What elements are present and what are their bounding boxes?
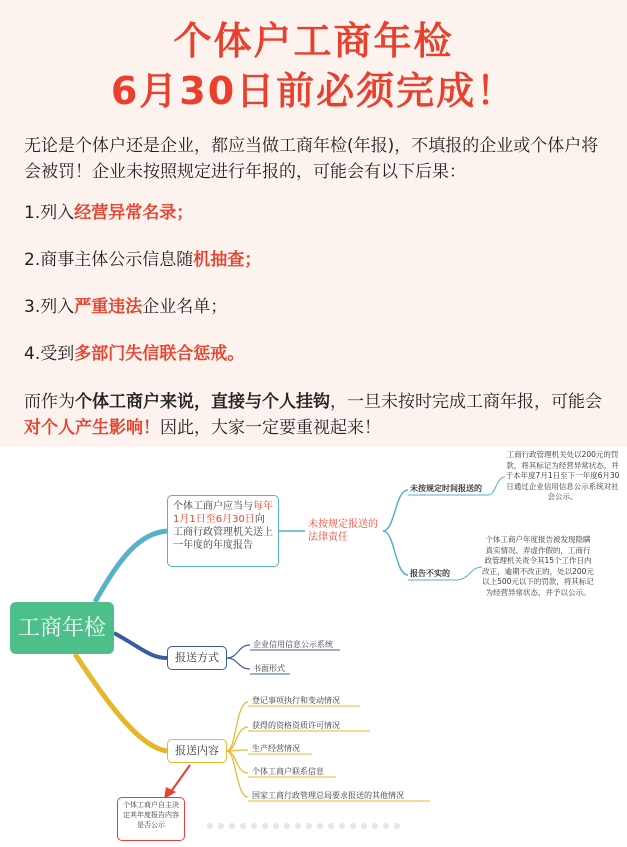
poster-title-line2: 6月30日前必须完成！ bbox=[110, 69, 517, 113]
consequence-prefix: 4.受到 bbox=[24, 344, 75, 364]
closing-text: 因此，大家一定要重视起来！ bbox=[160, 418, 381, 438]
content-item: 国家工商行政管理总局要求报送的其他情况 bbox=[252, 791, 404, 800]
consequence-item-3 bbox=[24, 294, 227, 320]
carousel-dot[interactable] bbox=[339, 823, 345, 829]
content-item: 获得的资格资质许可情况 bbox=[252, 721, 340, 730]
false-report-detail: 个体工商户年度报告被发现隐瞒真实情况、弄虚作假的，工商行政管理机关责令其15个工作日内改正，逾期不改正的，处以200元以上500元以下的罚款，将其标记为经营异常状态，并予以公示。 bbox=[482, 535, 594, 597]
method-item: 企业信用信息公示系统 bbox=[253, 640, 333, 649]
late-report-label: 未按规定时间报送的 bbox=[410, 484, 482, 493]
connector-late bbox=[383, 490, 408, 531]
carousel-dot[interactable] bbox=[273, 823, 279, 829]
consequence-highlight: 多部门失信联合惩戒。 bbox=[74, 344, 245, 364]
false-report-label: 报告不实的 bbox=[410, 569, 450, 578]
carousel-dot[interactable] bbox=[207, 823, 213, 829]
connector-false-detail bbox=[455, 567, 482, 580]
note-node: 个体工商户自主决定其年度报告内容是否公示 bbox=[117, 797, 185, 841]
connector-method-1 bbox=[227, 645, 250, 658]
carousel-indicator[interactable] bbox=[207, 821, 407, 831]
closing-text: ，一旦未按时完成工商年报，可能会 bbox=[330, 392, 602, 412]
content-item: 登记事项执行和变动情况 bbox=[252, 696, 340, 705]
carousel-dot[interactable] bbox=[372, 823, 378, 829]
requirement-text: 向工商行政管理机关送上一年度的年度报告 bbox=[173, 514, 273, 551]
connector-content-2 bbox=[227, 727, 248, 751]
carousel-dot[interactable] bbox=[229, 823, 235, 829]
carousel-dot[interactable] bbox=[284, 823, 290, 829]
mindmap-section bbox=[0, 447, 627, 847]
connector-late-detail bbox=[488, 477, 505, 495]
poster-title-line1: 个体户工商年检 bbox=[173, 19, 454, 63]
consequence-prefix: 2.商事主体公示信息随 bbox=[24, 250, 194, 270]
connector-content-5 bbox=[227, 751, 248, 797]
carousel-dot[interactable] bbox=[306, 823, 312, 829]
closing-text: 而作为 bbox=[24, 392, 75, 412]
carousel-dot[interactable] bbox=[383, 823, 389, 829]
consequence-item-2 bbox=[24, 247, 261, 273]
intro-paragraph: 无论是个体户还是企业，都应当做工商年检(年报)，不填报的企业或个体户将会被罚！企业未按照规定进行年报的，可能会有以下后果： bbox=[24, 136, 599, 182]
carousel-dot[interactable] bbox=[262, 823, 268, 829]
consequence-prefix: 1.列入 bbox=[24, 203, 75, 223]
consequence-highlight: 经营异常名录； bbox=[74, 203, 194, 223]
content-node: 报送内容 bbox=[167, 739, 227, 763]
content-item: 生产经营情况 bbox=[252, 744, 300, 753]
branch-curve-requirement bbox=[95, 531, 167, 602]
closing-paragraph bbox=[24, 389, 614, 441]
connector-false bbox=[383, 531, 408, 575]
requirement-text: 个体工商户应当与 bbox=[173, 501, 253, 512]
carousel-dot[interactable] bbox=[240, 823, 246, 829]
branch-curve-content bbox=[75, 654, 167, 751]
connector-content-1 bbox=[227, 702, 248, 751]
carousel-dot[interactable] bbox=[394, 823, 400, 829]
mindmap-root-node: 工商年检 bbox=[10, 602, 114, 654]
closing-bold-text: 个体工商户来说，直接与个人挂钩 bbox=[75, 392, 330, 412]
consequence-highlight: 机抽查； bbox=[193, 250, 262, 270]
arrow-line bbox=[170, 765, 190, 793]
carousel-dot[interactable] bbox=[328, 823, 334, 829]
carousel-dot[interactable] bbox=[295, 823, 301, 829]
branch-curve-method bbox=[114, 633, 167, 658]
consequence-item-1 bbox=[24, 200, 193, 226]
method-node: 报送方式 bbox=[167, 646, 227, 670]
liability-label: 未按规定报送的法律责任 bbox=[308, 519, 378, 543]
carousel-dot[interactable] bbox=[350, 823, 356, 829]
carousel-dot[interactable] bbox=[317, 823, 323, 829]
carousel-dot[interactable] bbox=[251, 823, 257, 829]
requirement-highlight: 每年1月1日至6月30日 bbox=[173, 501, 273, 525]
connector-method-2 bbox=[227, 658, 250, 669]
late-report-detail: 工商行政管理机关处以200元的罚款，将其标记为经营异常状态，并于本年度7月1日至下一年度6月30日通过企业信用信息公示系统对社会公示。 bbox=[505, 450, 620, 501]
consequence-highlight: 严重违法 bbox=[74, 297, 143, 317]
carousel-dot[interactable] bbox=[361, 823, 367, 829]
method-item: 书面形式 bbox=[253, 664, 285, 673]
consequence-suffix: 企业名单； bbox=[142, 297, 228, 317]
closing-red-text: 对个人产生影响！ bbox=[24, 418, 160, 438]
requirement-node bbox=[167, 495, 279, 567]
carousel-dot[interactable] bbox=[218, 823, 224, 829]
consequence-item-4 bbox=[24, 341, 244, 367]
consequence-prefix: 3.列入 bbox=[24, 297, 75, 317]
content-item: 个体工商户联系信息 bbox=[252, 767, 324, 776]
